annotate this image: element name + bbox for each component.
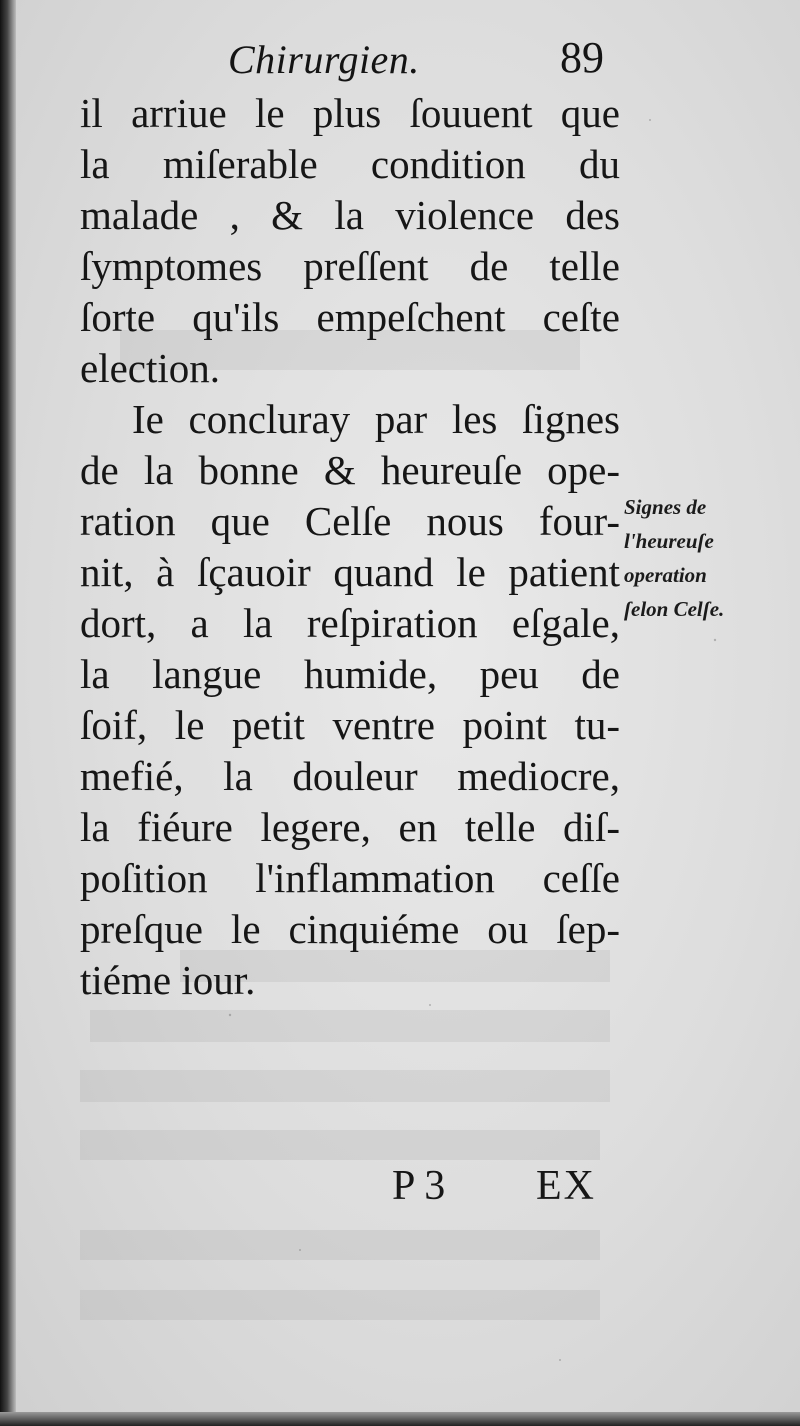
margin-note bbox=[624, 490, 794, 626]
body-text bbox=[80, 88, 620, 1006]
text-line: la fiéure legere, en telle diſ- bbox=[80, 804, 620, 850]
text-line: dort, a la reſpiration eſgale, bbox=[80, 600, 620, 646]
text-line: tiéme iour. bbox=[80, 957, 256, 1003]
text-line: nit, à ſçauoir quand le patient bbox=[80, 549, 620, 595]
text-line: preſque le cinquiéme ou ſep- bbox=[80, 906, 620, 952]
page-number: 89 bbox=[560, 33, 604, 82]
text-line: malade , & la violence des bbox=[80, 192, 620, 238]
text-line: poſition l'inflammation ceſſe bbox=[80, 855, 620, 901]
text-line: election. bbox=[80, 345, 221, 391]
text-line: la miſerable condition du bbox=[80, 141, 620, 187]
margin-note-line: operation bbox=[624, 563, 707, 587]
page-header bbox=[0, 32, 800, 92]
text-line: ſymptomes preſſent de telle bbox=[80, 243, 620, 289]
catchword: EX bbox=[536, 1163, 596, 1209]
text-line: ſorte qu'ils empeſchent ceſte bbox=[80, 294, 620, 340]
page-footer bbox=[0, 1162, 800, 1222]
page-bottom-edge bbox=[0, 1412, 800, 1426]
text-line: mefié, la douleur mediocre, bbox=[80, 753, 620, 799]
text-line: la langue humide, peu de bbox=[80, 651, 620, 697]
margin-note-line: Signes de bbox=[624, 495, 707, 519]
margin-note-line: ſelon Celſe. bbox=[624, 597, 725, 621]
text-line: Ie concluray par les ſignes bbox=[132, 396, 620, 442]
text-line: de la bonne & heureuſe ope- bbox=[80, 447, 620, 493]
text-line: ſoif, le petit ventre point tu- bbox=[80, 702, 620, 748]
margin-note-line: l'heureuſe bbox=[624, 529, 714, 553]
text-line: il arriue le plus ſouuent que bbox=[80, 90, 620, 136]
running-head: Chirurgien. bbox=[228, 37, 420, 82]
signature-mark: P 3 bbox=[392, 1163, 446, 1209]
text-line: ration que Celſe nous four- bbox=[80, 498, 620, 544]
